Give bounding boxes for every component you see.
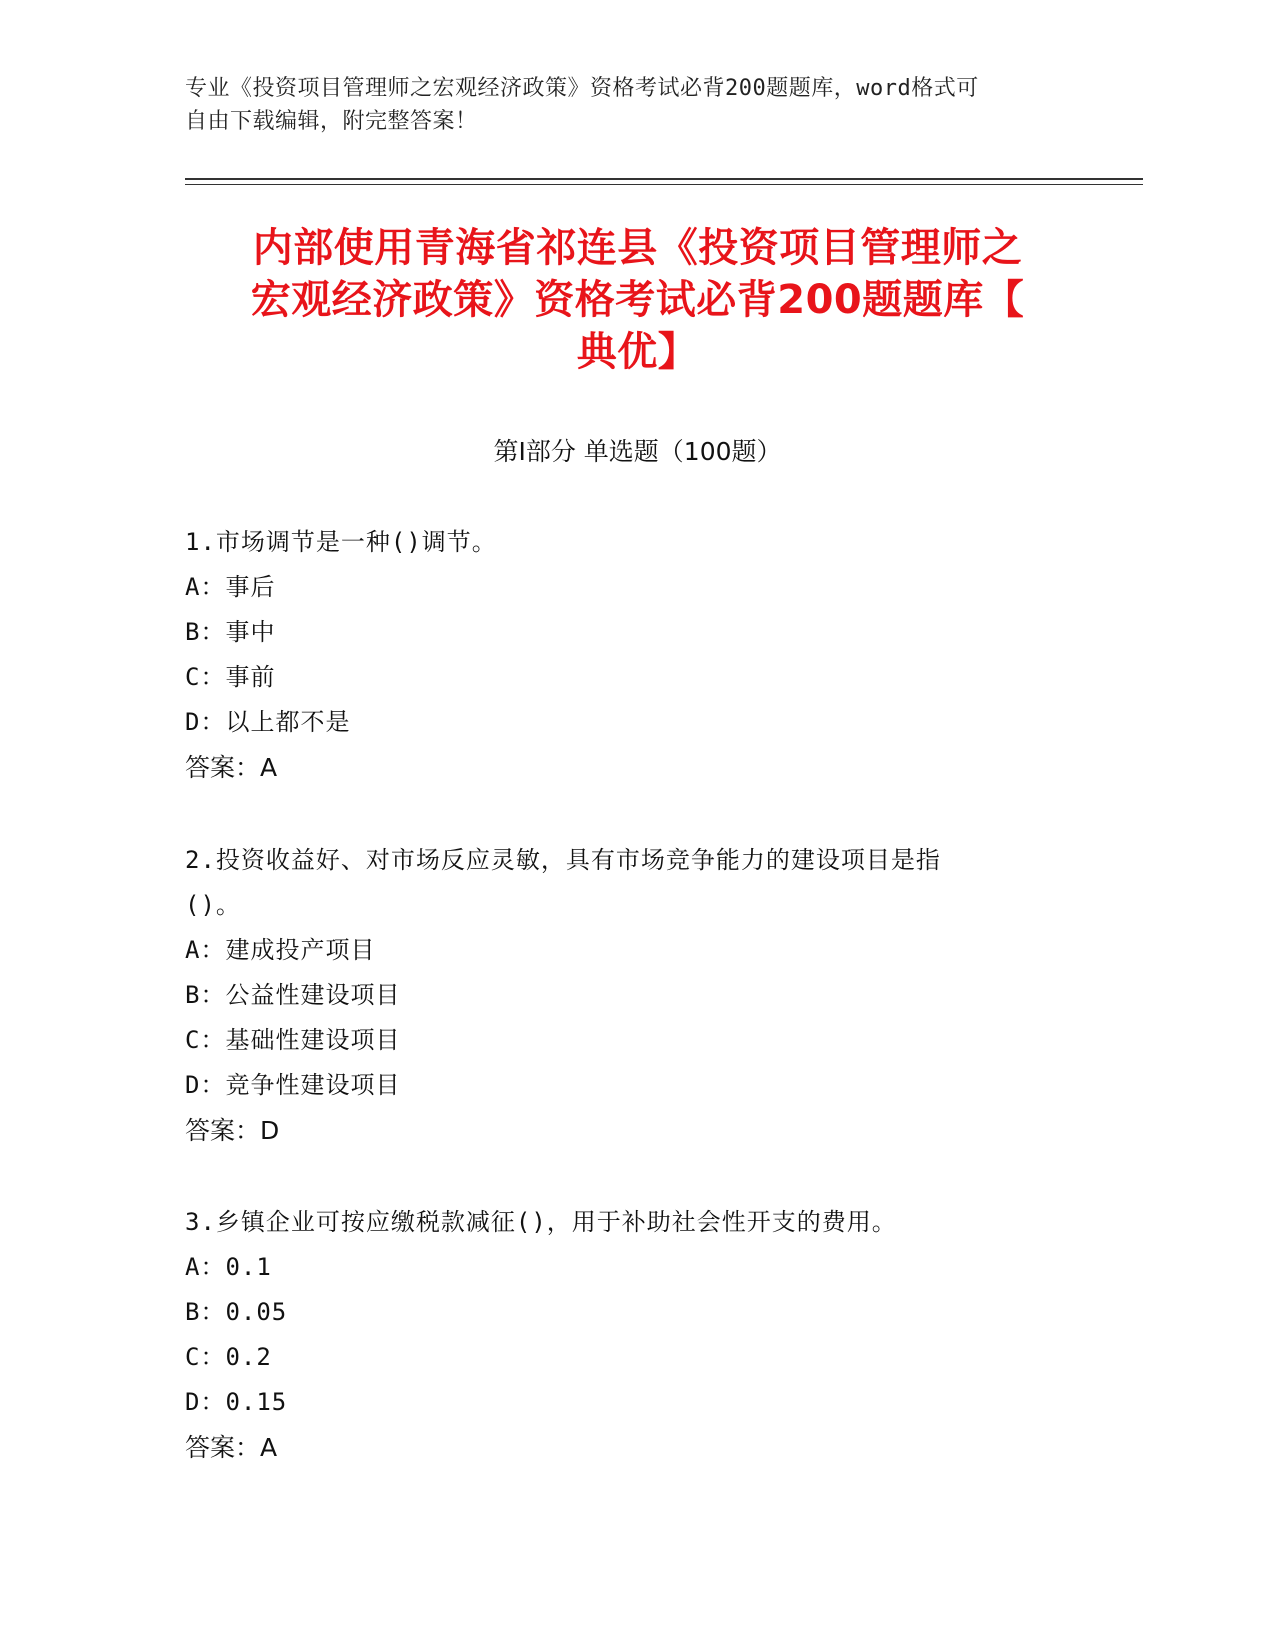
option-c: C：事前 [185,663,276,691]
header-note-line-2: 自由下载编辑，附完整答案！ [185,109,478,134]
header-note [185,72,1065,138]
question-stem-line-1: 2.投资收益好、对市场反应灵敏，具有市场竞争能力的建设项目是指 [185,846,941,874]
question-1 [185,520,1065,790]
option-c: C：0.2 [185,1343,272,1371]
answer: 答案：A [185,1433,278,1462]
question-stem: 1.市场调节是一种()调节。 [185,528,497,556]
question-stem: 3.乡镇企业可按应缴税款减征()，用于补助社会性开支的费用。 [185,1208,897,1236]
option-a: A：事后 [185,573,276,601]
option-a: A：建成投产项目 [185,936,376,964]
option-b: B：公益性建设项目 [185,981,401,1009]
question-stem-line-2: ()。 [185,891,241,919]
option-a: A：0.1 [185,1253,272,1281]
option-c: C：基础性建设项目 [185,1026,401,1054]
header-note-line-1: 专业《投资项目管理师之宏观经济政策》资格考试必背200题题库，word格式可 [185,76,979,101]
option-b: B：事中 [185,618,276,646]
option-d: D：以上都不是 [185,708,351,736]
answer: 答案：A [185,753,278,782]
document-title-line-2: 宏观经济政策》资格考试必背200题题库【 [250,277,1025,323]
document-title [185,222,1090,378]
question-2 [185,838,1065,1153]
header-rule-thick [185,178,1143,180]
option-d: D：0.15 [185,1388,288,1416]
section-title: 第Ⅰ部分 单选题（100题） [493,437,782,466]
document-title-line-1: 内部使用青海省祁连县《投资项目管理师之 [252,225,1023,271]
answer: 答案：D [185,1116,280,1145]
document-title-line-3: 典优】 [576,329,699,375]
option-b: B：0.05 [185,1298,288,1326]
question-3 [185,1200,1065,1470]
header-rule-thin [185,184,1143,185]
option-d: D：竞争性建设项目 [185,1071,401,1099]
